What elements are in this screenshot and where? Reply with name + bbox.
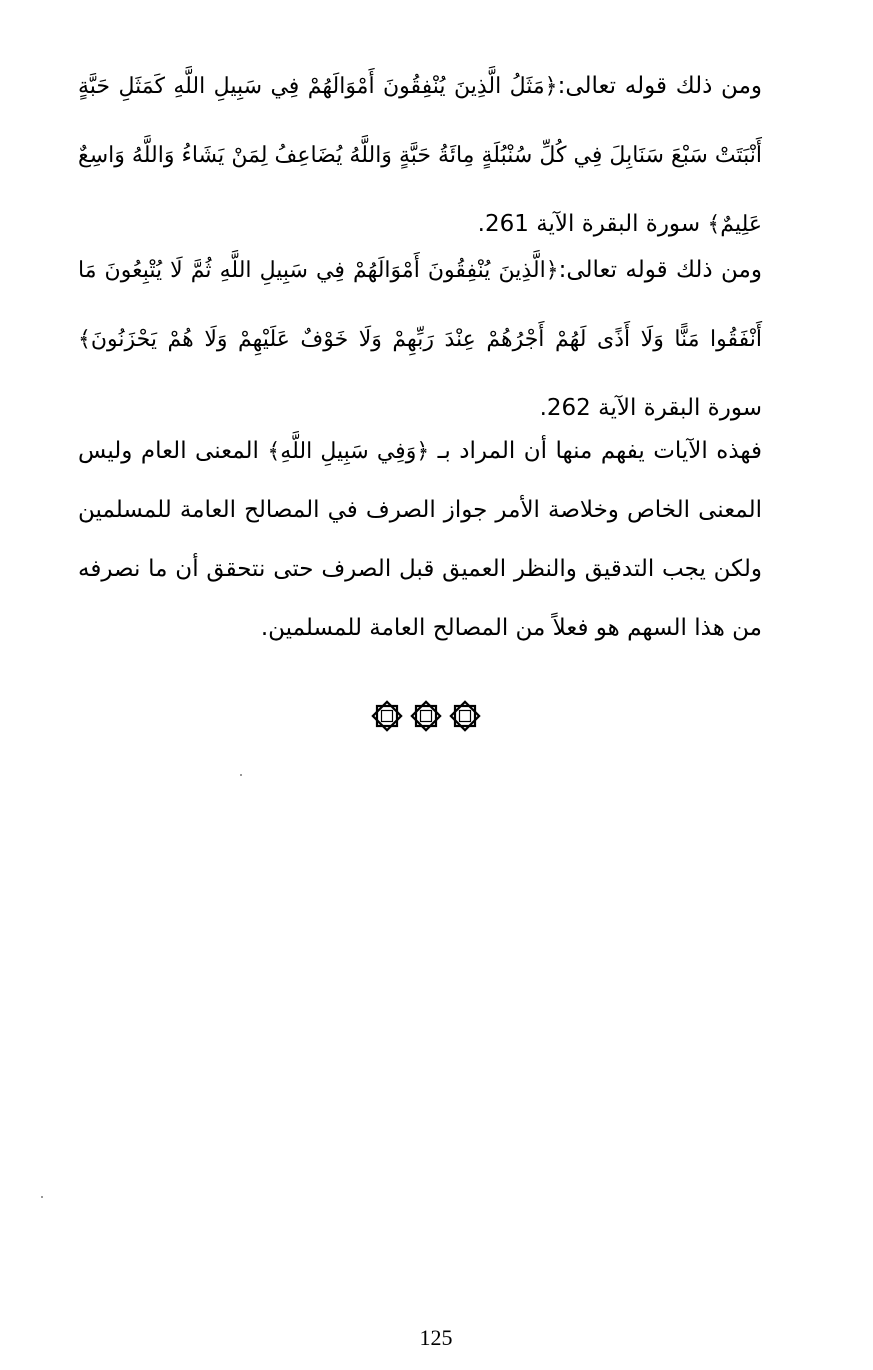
- paragraph-ayah-261: [78, 52, 762, 259]
- paragraph-intro: ومن ذلك قوله تعالى:: [558, 257, 762, 283]
- section-divider: [370, 698, 482, 734]
- paragraph-intro: ومن ذلك قوله تعالى:: [557, 73, 762, 99]
- eight-point-star-ornament-icon: [409, 699, 443, 733]
- paragraph-conclusion: [78, 422, 762, 658]
- scan-speck: [240, 774, 242, 776]
- page-number: 125: [419, 1325, 453, 1350]
- quran-verse: ﴿مَثَلُ الَّذِينَ يُنْفِقُونَ أَمْوَالَهُمْ فِي سَبِيلِ اللَّهِ كَمَثَلِ حَبَّةٍ أَنْبَتَتْ سَبْعَ سَنَابِلَ فِي كُلِّ سُنْبُلَةٍ مِائَةُ حَبَّةٍ وَاللَّهُ يُضَاعِفُ لِمَنْ يَشَاءُ وَاللَّهُ وَاسِعٌ عَلِيمٌ﴾: [78, 74, 762, 237]
- scan-speck: [41, 1196, 43, 1198]
- paragraph-body: المعنى العام وليس المعنى الخاص وخلاصة الأمر جواز الصرف في المصالح العامة للمسلمين ولكن يجب التدقيق والنظر العميق قبل الصرف حتى نتحقق أن ما نصرفه من هذا السهم هو فعلاً من المصالح العامة للمسلمين.: [78, 438, 762, 641]
- verse-reference: سورة البقرة الآية 262.: [539, 395, 762, 421]
- quran-verse: ﴿الَّذِينَ يُنْفِقُونَ أَمْوَالَهُمْ فِي سَبِيلِ اللَّهِ ثُمَّ لَا يُتْبِعُونَ مَا أَنْفَقُوا مَنًّا وَلَا أَذًى لَهُمْ أَجْرُهُمْ عِنْدَ رَبِّهِمْ وَلَا خَوْفٌ عَلَيْهِمْ وَلَا هُمْ يَحْزَنُونَ﴾: [78, 258, 762, 352]
- verse-reference: سورة البقرة الآية 261.: [477, 211, 708, 237]
- paragraph-intro: فهذه الآيات يفهم منها أن المراد بـ: [429, 438, 762, 464]
- eight-point-star-ornament-icon: [448, 699, 482, 733]
- quran-phrase: ﴿وَفِي سَبِيلِ اللَّهِ﴾: [267, 439, 430, 464]
- paragraph-ayah-262: [78, 236, 762, 442]
- eight-point-star-ornament-icon: [370, 699, 404, 733]
